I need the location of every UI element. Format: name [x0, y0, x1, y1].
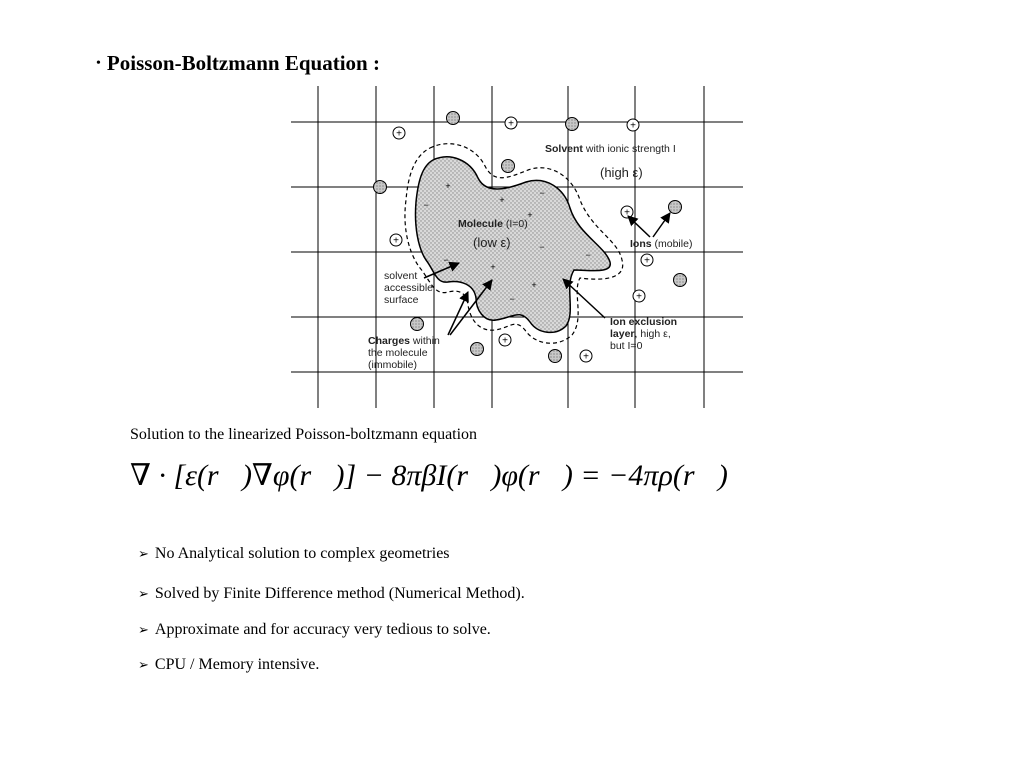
bullet-arrow-icon: ➢	[138, 623, 149, 638]
ion-positive	[641, 254, 653, 267]
charge-minus: −	[539, 188, 545, 198]
label-solvent-epsilon: (high ε)	[600, 165, 643, 180]
charge-minus: −	[539, 242, 545, 252]
bullet-text: Solved by Finite Difference method (Numerical Method).	[154, 585, 525, 602]
svg-text:+: +	[502, 335, 508, 347]
bullet-text: No Analytical solution to complex geometries	[154, 545, 450, 562]
svg-text:+: +	[508, 118, 514, 130]
ion-positive	[627, 119, 639, 132]
label-ions: Ions (mobile)	[630, 238, 693, 250]
arrow-charge-1	[448, 292, 468, 335]
label-molecule-epsilon: (low ε)	[473, 235, 511, 250]
charge-minus: −	[423, 200, 429, 210]
ion-positive	[621, 206, 633, 219]
ion-negative	[447, 112, 460, 125]
bullet-item	[138, 545, 450, 563]
charge-plus: +	[527, 210, 533, 220]
svg-text:+: +	[393, 235, 399, 247]
bullet-arrow-icon: ➢	[138, 658, 149, 673]
label-ion-exclusion: Ion exclusion layer, high ε, but I=0	[610, 316, 678, 352]
ion-negative	[471, 343, 484, 356]
charge-plus: +	[531, 280, 537, 290]
charge-plus: +	[499, 195, 505, 205]
ion-negative	[566, 118, 579, 131]
equation-caption: Solution to the linearized Poisson-boltzmann equation	[130, 426, 478, 443]
poisson-boltzmann-equation: ∇ · [ε(r⃗)∇φ(r⃗)] − 8πβI(r⃗)φ(r⃗) = −4πρ(r⃗)	[130, 459, 728, 492]
ion-negative	[674, 274, 687, 287]
ion-positive	[390, 234, 402, 247]
svg-text:+: +	[583, 351, 589, 363]
bullet-item	[138, 656, 319, 674]
charge-plus: +	[445, 181, 451, 191]
charge-minus: −	[509, 294, 515, 304]
ion-positive	[393, 127, 405, 140]
charge-plus: +	[490, 262, 496, 272]
svg-text:+: +	[636, 291, 642, 303]
arrow-ion-1	[628, 216, 650, 237]
svg-text:+: +	[630, 120, 636, 132]
svg-text:+: +	[396, 128, 402, 140]
ion-positive	[580, 350, 592, 363]
label-surface: solvent accessible surface	[384, 270, 434, 306]
title-text: Poisson-Boltzmann Equation :	[106, 51, 380, 75]
svg-text:+: +	[644, 255, 650, 267]
ion-positive	[633, 290, 645, 303]
arrow-ion-2	[653, 213, 670, 237]
title-bullet: •	[96, 56, 101, 71]
ion-positive	[499, 334, 511, 347]
label-solvent: Solvent with ionic strength I	[545, 143, 676, 155]
ion-negative	[374, 181, 387, 194]
label-molecule: Molecule (I=0)	[458, 218, 528, 230]
label-charges: Charges within the molecule (immobile)	[368, 335, 440, 371]
bullet-text: CPU / Memory intensive.	[154, 656, 320, 673]
charge-minus: −	[443, 255, 449, 265]
bullet-arrow-icon: ➢	[138, 547, 149, 562]
bullet-item	[138, 585, 525, 603]
bullet-arrow-icon: ➢	[138, 587, 149, 602]
svg-text:+: +	[624, 207, 630, 219]
bullet-item	[138, 621, 491, 639]
ion-negative	[502, 160, 515, 173]
ion-negative	[669, 201, 682, 214]
charge-minus: −	[585, 250, 591, 260]
ion-positive	[505, 117, 517, 130]
bullet-text: Approximate and for accuracy very tedious to solve.	[154, 621, 491, 638]
ion-negative	[411, 318, 424, 331]
ion-negative	[549, 350, 562, 363]
poisson-boltzmann-diagram	[280, 80, 760, 415]
slide-title	[96, 51, 380, 76]
